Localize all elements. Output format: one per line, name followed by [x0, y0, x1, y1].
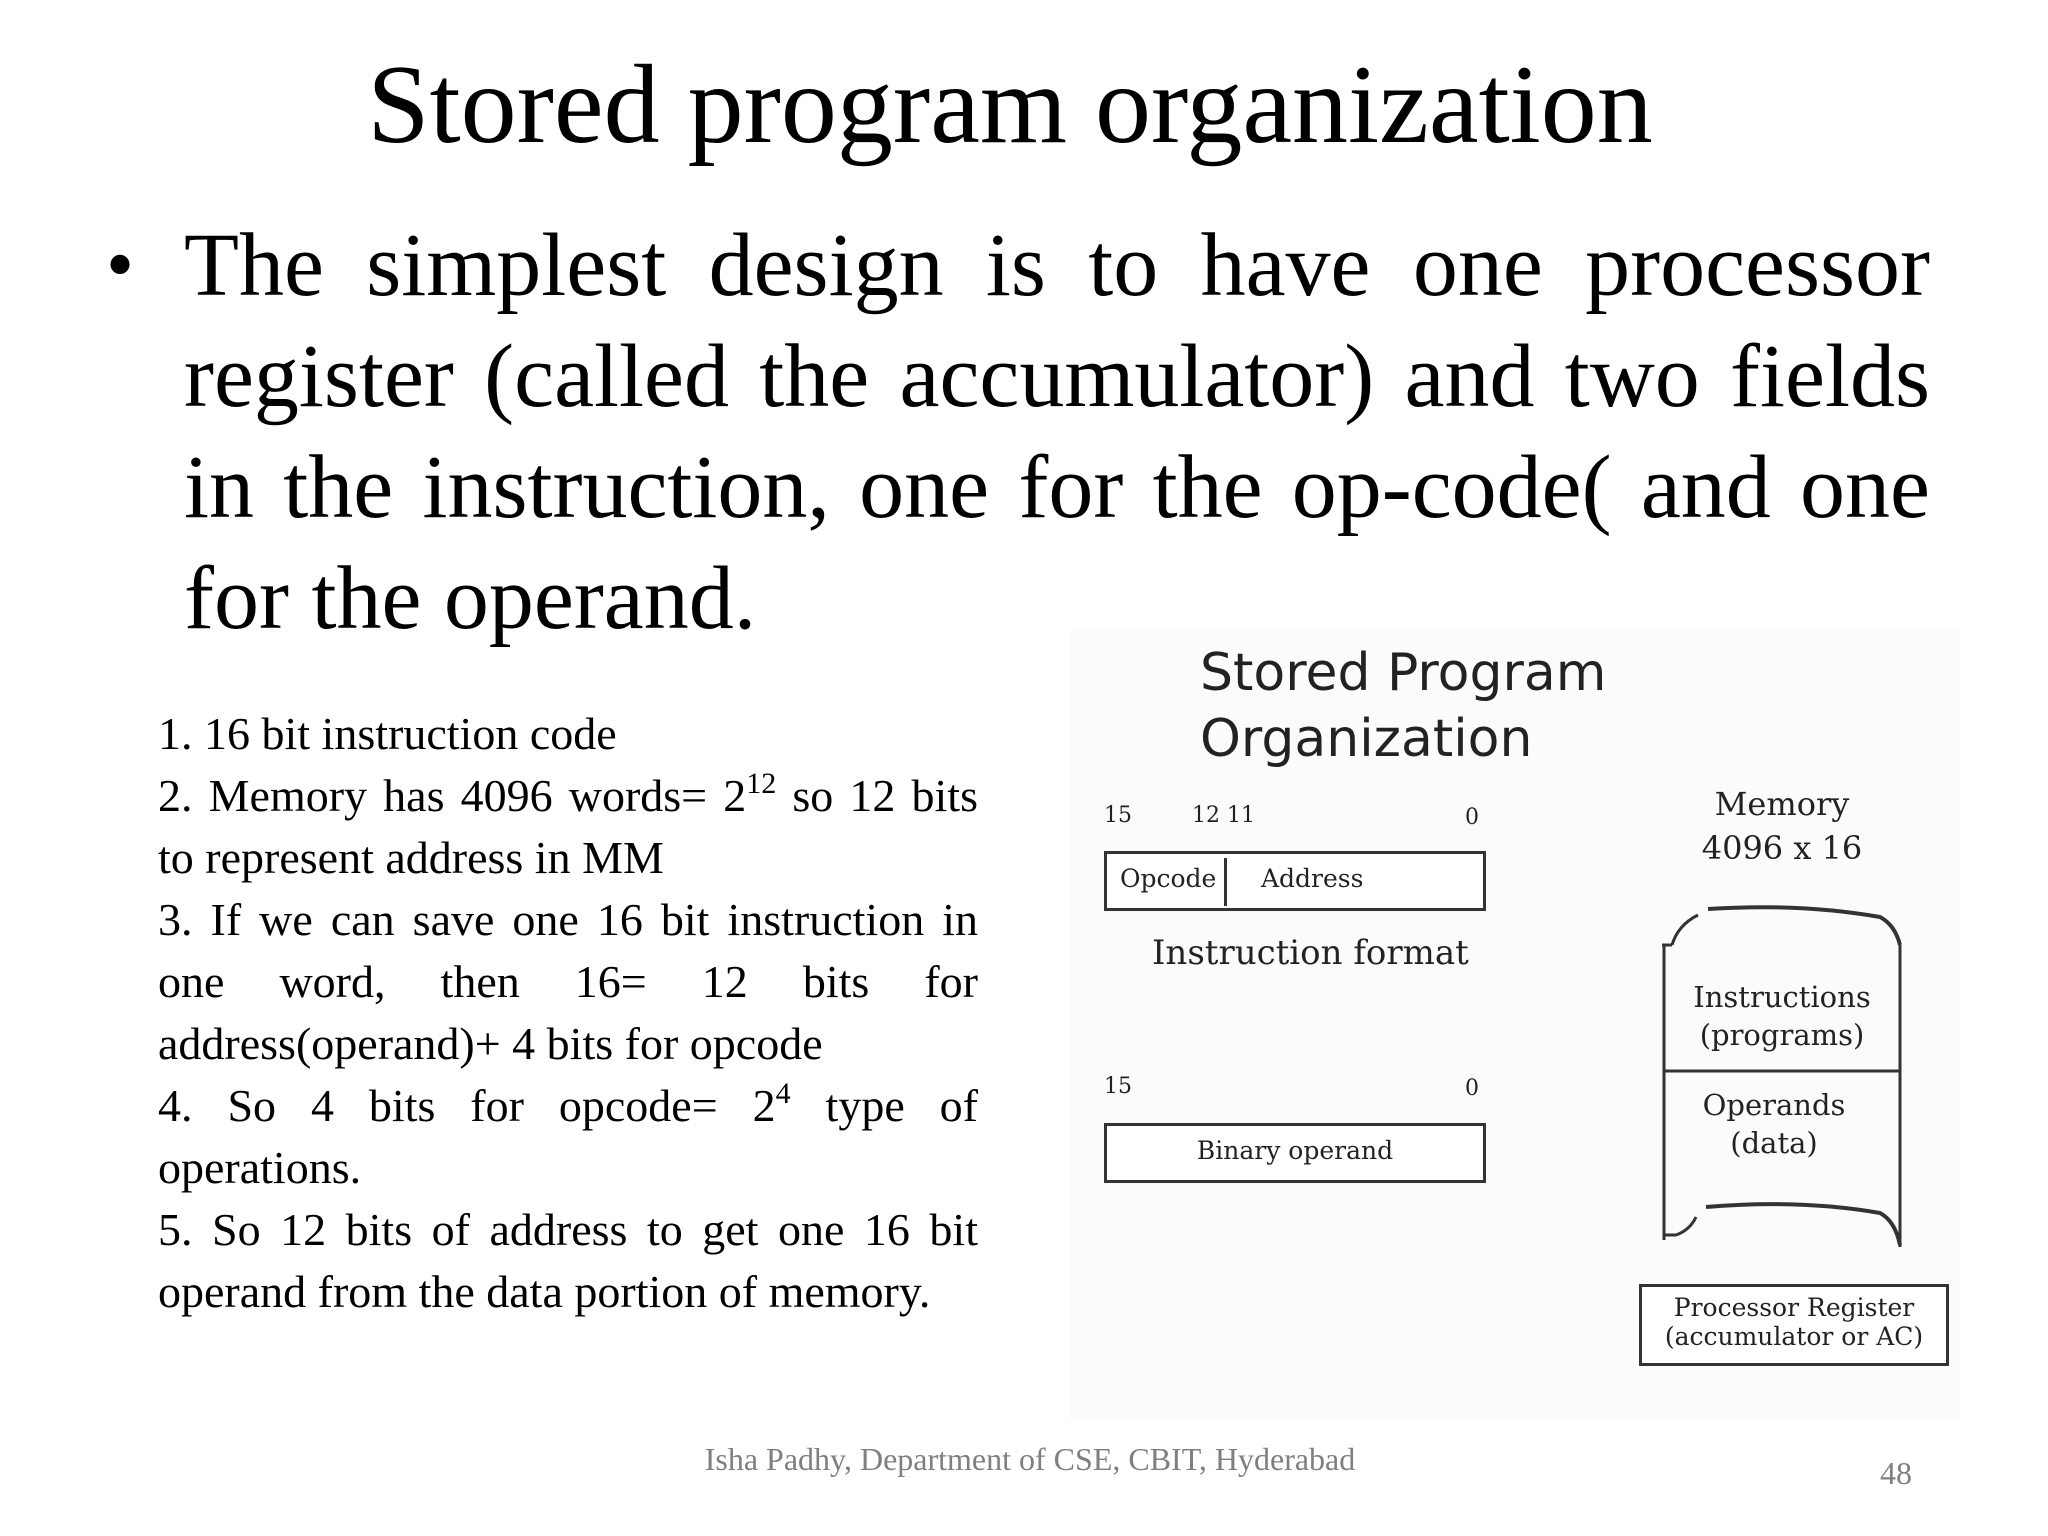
point-4-exponent: 4 [775, 1077, 791, 1110]
numbered-points [158, 703, 978, 1323]
instr-bit-0: 0 [1465, 805, 1479, 830]
page-number: 48 [1880, 1455, 1912, 1491]
point-2-exponent: 12 [746, 767, 777, 800]
instructions-label: Instructions [1693, 980, 1871, 1014]
main-bullet-text: The simplest design is to have one processor register (called the accumulator) and two fields in the instruction, one for the op-code( and one for the operand. [184, 216, 1930, 648]
instruction-format-caption: Instruction format [1152, 933, 1469, 973]
bullet-marker: • [106, 221, 135, 309]
slide-footer: Isha Padhy, Department of CSE, CBIT, Hyderabad [704, 1441, 1356, 1477]
slide-title: Stored program organization [367, 43, 1653, 167]
point-1: 1. 16 bit instruction code [158, 708, 617, 759]
point-2: 2. Memory has 4096 words= $2^{12}$ so 12 bits to represent address in MM [158, 767, 978, 883]
opcode-field: Opcode [1120, 864, 1217, 893]
point-5: 5. So 12 bits of address to get one 16 bit operand from the data portion of memory. [158, 1204, 978, 1317]
binary-operand-label: Binary operand [1196, 1136, 1394, 1165]
operand-bit-15: 15 [1104, 1074, 1132, 1099]
register-label: Processor Register [1673, 1293, 1915, 1322]
instr-bit-15: 15 [1104, 803, 1132, 828]
point-3: 3. If we can save one 16 bit instruction in one word, then 16= 12 bits for address(operand)+ 4 bits for opcode [158, 894, 978, 1069]
operand-bit-0: 0 [1465, 1076, 1479, 1101]
address-field: Address [1261, 864, 1364, 893]
memory-title: Memory [1714, 785, 1850, 823]
programs-label: (programs) [1699, 1018, 1865, 1052]
instr-bit-12-11: 12 11 [1192, 803, 1255, 828]
memory-scroll-shape [1650, 895, 1920, 1255]
operands-label: Operands [1702, 1088, 1846, 1122]
diagram-title: Stored Program Organization [1200, 643, 1607, 769]
point-4: 4. So 4 bits for opcode= $2^4$ type of operations. [158, 1077, 979, 1193]
data-label: (data) [1730, 1126, 1818, 1160]
memory-size: 4096 x 16 [1701, 829, 1863, 867]
instruction-divider [1224, 858, 1227, 906]
accumulator-label: (accumulator or AC) [1664, 1322, 1924, 1351]
